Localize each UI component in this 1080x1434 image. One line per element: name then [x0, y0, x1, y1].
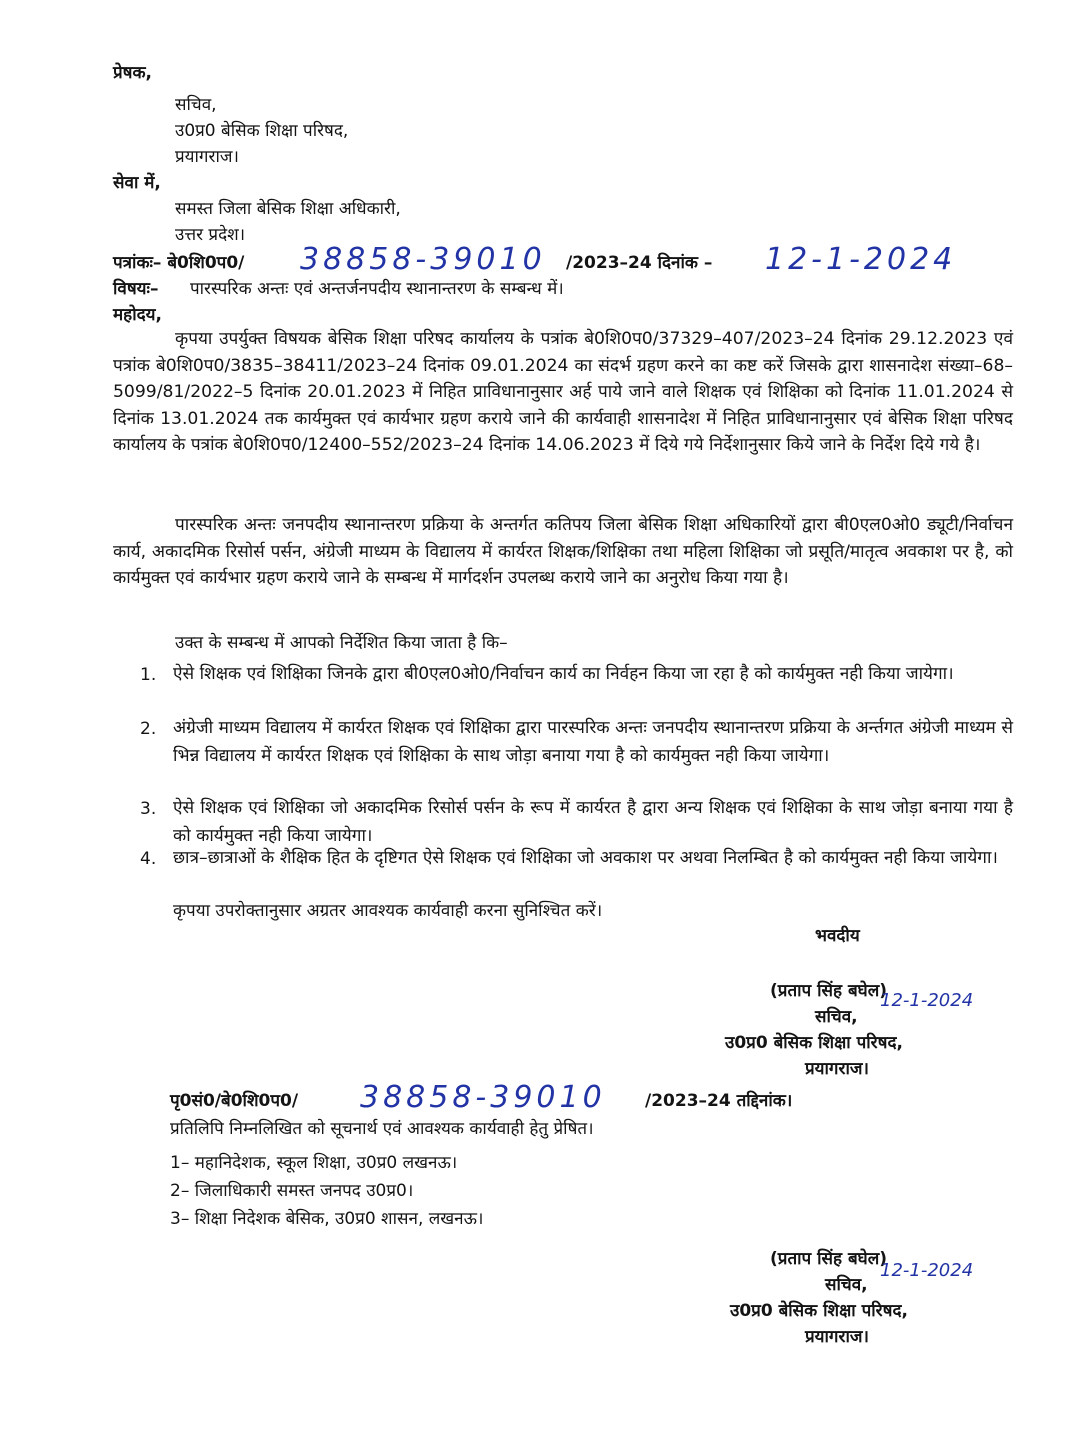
signatory-city: प्रयागराज।	[805, 1327, 869, 1347]
copy-recipient: 1– महानिदेशक, स्कूल शिक्षा, उ0प्र0 लखनऊ।	[170, 1153, 458, 1173]
copy-recipient: 2– जिलाधिकारी समस्त जनपद उ0प्र0।	[170, 1181, 414, 1201]
reference-number-handwritten: 38858-39010	[300, 242, 546, 277]
recipient-line1: समस्त जिला बेसिक शिक्षा अधिकारी,	[175, 199, 401, 219]
endorsement-suffix: /2023–24 तद्दिनांक।	[645, 1091, 793, 1111]
recipient-line2: उत्तर प्रदेश।	[175, 225, 246, 245]
directive-item-1: ऐसे शिक्षक एवं शिक्षिका जिनके द्वारा बी0एल0ओ0/निर्वाचन कार्य का निर्वहन किया जा रहा है को कार्यमुक्त नही किया जायेगा।	[173, 664, 954, 684]
signatory-name: (प्रताप सिंह बघेल)	[770, 981, 887, 1001]
signatory-designation: सचिव,	[815, 1007, 858, 1027]
directive-number: 4.	[140, 849, 157, 869]
signatory-office: उ0प्र0 बेसिक शिक्षा परिषद,	[730, 1301, 908, 1321]
recipient-label: सेवा में,	[113, 173, 161, 193]
endorsement-intro: प्रतिलिपि निम्नलिखित को सूचनार्थ एवं आवश्यक कार्यवाही हेतु प्रेषित।	[170, 1119, 594, 1139]
directive-number: 2.	[140, 719, 157, 739]
sender-office: उ0प्र0 बेसिक शिक्षा परिषद,	[175, 121, 349, 141]
signatory-name: (प्रताप सिंह बघेल)	[770, 1249, 887, 1269]
reference-year-date-label: /2023–24 दिनांक –	[566, 253, 713, 273]
directive-number: 1.	[140, 665, 157, 685]
endorsement-prefix: पृ0सं0/बे0शि0प0/	[170, 1091, 299, 1111]
subject-label: विषयः–	[113, 279, 159, 299]
body-paragraph-3: उक्त के सम्बन्ध में आपको निर्देशित किया जाता है कि–	[175, 633, 508, 653]
signatory-designation: सचिव,	[825, 1275, 868, 1295]
subject-text: पारस्परिक अन्तः एवं अन्तर्जनपदीय स्थानान्तरण के सम्बन्ध में।	[190, 279, 564, 299]
signatory-city: प्रयागराज।	[805, 1059, 869, 1079]
reference-date-handwritten: 12-1-2024	[765, 242, 957, 277]
body-paragraph-1: कृपया उपर्युक्त विषयक बेसिक शिक्षा परिषद कार्यालय के पत्रांक बे0शि0प0/37329–407/2023–24 दिनांक 29.12.2023 एवं पत्रांक बे0शि0प0/3835–38411/2023–24 दिनांक 09.01.2024 का संदर्भ ग्रहण करने का कष्ट करें जिसके द्वारा शासनादेश संख्या–68–5099/81/2022–5 दिनांक 20.01.2023 में निहित प्राविधानानुसार अर्ह पाये जाने वाले शिक्षक एवं शिक्षिका को दिनांक 11.01.2024 से दिनांक 13.01.2024 तक कार्यमुक्त एवं कार्यभार ग्रहण कराये जाने की कार्यवाही शासनादेश में निहित प्राविधानानुसार एवं बेसिक शिक्षा परिषद कार्यालय के पत्रांक बे0शि0प0/12400–552/2023–24 दिनांक 14.06.2023 में दिये गये निर्देशानुसार किये जाने के निर्देश दिये गये है।	[113, 329, 1013, 455]
signature-date-handwritten: 12-1-2024	[880, 990, 974, 1011]
signature-date-handwritten: 12-1-2024	[880, 1260, 974, 1281]
copy-recipient: 3– शिक्षा निदेशक बेसिक, उ0प्र0 शासन, लखनऊ।	[170, 1209, 484, 1229]
closing-instruction: कृपया उपरोक्तानुसार अग्रतर आवश्यक कार्यवाही करना सुनिश्चित करें।	[173, 901, 603, 921]
directive-item-3: ऐसे शिक्षक एवं शिक्षिका जो अकादमिक रिसोर्स पर्सन के रूप में कार्यरत है द्वारा अन्य शिक्षक एवं शिक्षिका के साथ जोड़ा बनाया गया है को कार्यमुक्त नही किया जायेगा।	[173, 798, 1013, 846]
closing-word: भवदीय	[815, 926, 860, 946]
directive-number: 3.	[140, 799, 157, 819]
signatory-office: उ0प्र0 बेसिक शिक्षा परिषद,	[725, 1033, 903, 1053]
endorsement-number-handwritten: 38858-39010	[360, 1080, 606, 1115]
directive-item-4: छात्र–छात्राओं के शैक्षिक हित के दृष्टिगत ऐसे शिक्षक एवं शिक्षिका जो अवकाश पर अथवा निलम्बित है को कार्यमुक्त नही किया जायेगा।	[173, 848, 998, 868]
body-paragraph-2: पारस्परिक अन्तः जनपदीय स्थानान्तरण प्रक्रिया के अन्तर्गत कतिपय जिला बेसिक शिक्षा अधिकारियों द्वारा बी0एल0ओ0 ड्यूटी/निर्वाचन कार्य, अकादमिक रिसोर्स पर्सन, अंग्रेजी माध्यम के विद्यालय में कार्यरत शिक्षक/शिक्षिका तथा महिला शिक्षिका जो प्रसूति/मातृत्व अवकाश पर है, को कार्यमुक्त एवं कार्यभार ग्रहण कराये जाने के सम्बन्ध में मार्गदर्शन उपलब्ध कराये जाने का अनुरोध किया गया है।	[113, 515, 1013, 588]
sender-city: प्रयागराज।	[175, 147, 239, 167]
sender-label: प्रेषक,	[113, 63, 153, 83]
sender-designation: सचिव,	[175, 95, 217, 115]
salutation: महोदय,	[113, 305, 162, 325]
directive-item-2: अंग्रेजी माध्यम विद्यालय में कार्यरत शिक्षक एवं शिक्षिका द्वारा पारस्परिक अन्तः जनपदीय स्थानान्तरण प्रक्रिया के अर्न्तगत अंग्रेजी माध्यम से भिन्न विद्यालय में कार्यरत शिक्षक एवं शिक्षिका के साथ जोड़ा बनाया गया है को कार्यमुक्त नही किया जायेगा।	[173, 718, 1013, 766]
reference-prefix: पत्रांकः– बे0शि0प0/	[113, 253, 245, 273]
